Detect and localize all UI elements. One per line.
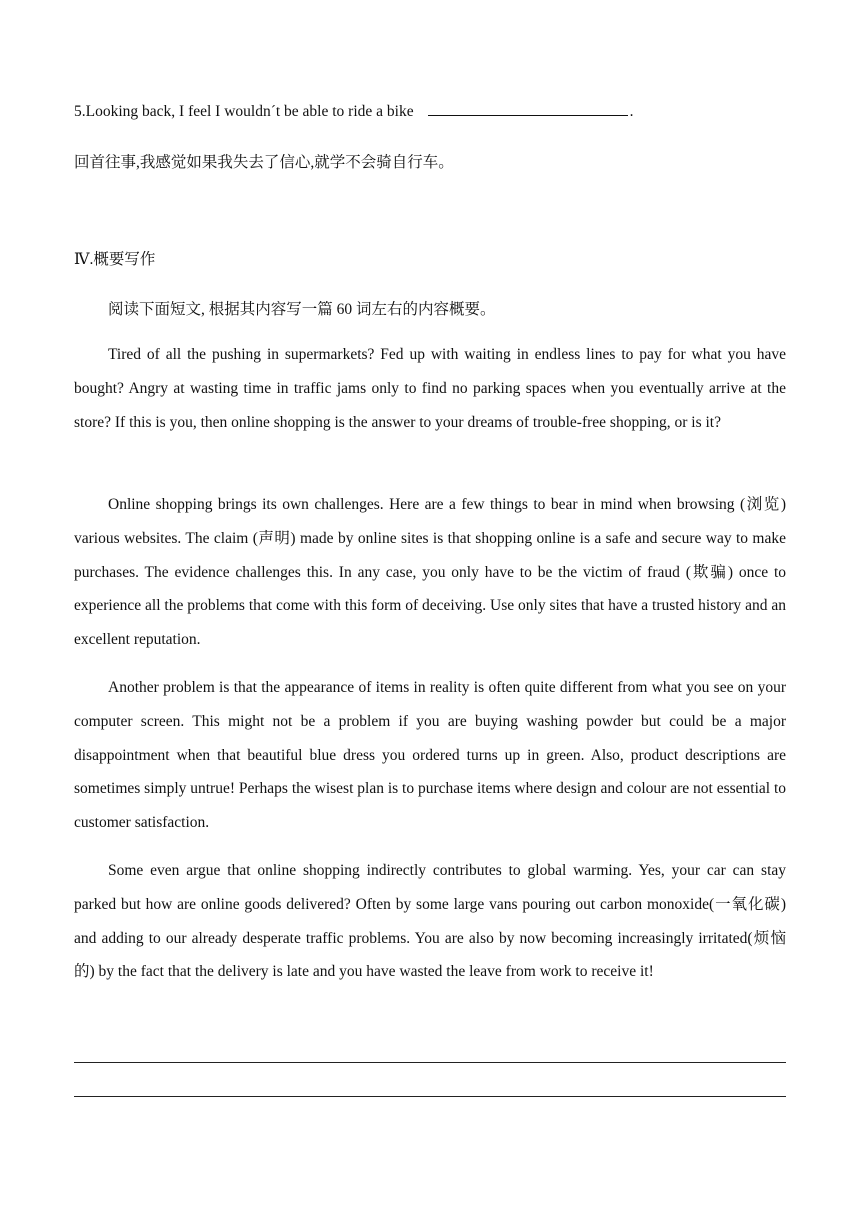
question-5-translation: 回首往事,我感觉如果我失去了信心,就学不会骑自行车。 [74,154,454,171]
section-title: Ⅳ.概要写作 [74,251,156,268]
answer-blank[interactable] [428,103,628,116]
question-5-text: 5.Looking back, I feel I wouldn´t be able to ride a bike [74,103,414,120]
writing-answer-line[interactable] [74,1096,786,1097]
passage-paragraph: Tired of all the pushing in supermarkets? Fed up with waiting in endless lines to pay for what you have bought? Angry at wasting time in traffic jams only to find no parking spaces when you eventually arrive at the store? If this is you, then online shopping is the answer to your dreams of trouble-free shopping, or is it? [74,346,786,431]
writing-answer-line[interactable] [74,1062,786,1063]
passage-paragraph: Another problem is that the appearance of items in reality is often quite different from what you see on your computer screen. This might not be a problem if you are buying washing powder but could be a major disappointment when that beautiful blue dress you ordered turns up in green. Also, product descriptions are sometimes simply untrue! Perhaps the wisest plan is to purchase items where design and colour are not essential to customer satisfaction. [74,679,786,832]
question-5-end: . [629,103,634,120]
section-instructions: 阅读下面短文, 根据其内容写一篇 60 词左右的内容概要。 [108,301,496,318]
question-5 [74,103,633,121]
passage-paragraph: Some even argue that online shopping indirectly contributes to global warming. Yes, your car can stay parked but how are online goods delivered? Often by some large vans pouring out carbon monoxide(一氧化碳) and adding to our already desperate traffic problems. You are also by now becoming increasingly irritated(烦恼的) by the fact that the delivery is late and you have wasted the leave from work to receive it! [74,862,786,981]
passage-paragraph: Online shopping brings its own challenges. Here are a few things to bear in mind when browsing (浏览) various websites. The claim (声明) made by online sites is that shopping online is a safe and secure way to make purchases. The evidence challenges this. In any case, you only have to be the victim of fraud (欺骗) once to experience all the problems that come with this form of deceiving. Use only sites that have a trusted history and an excellent reputation. [74,496,786,649]
